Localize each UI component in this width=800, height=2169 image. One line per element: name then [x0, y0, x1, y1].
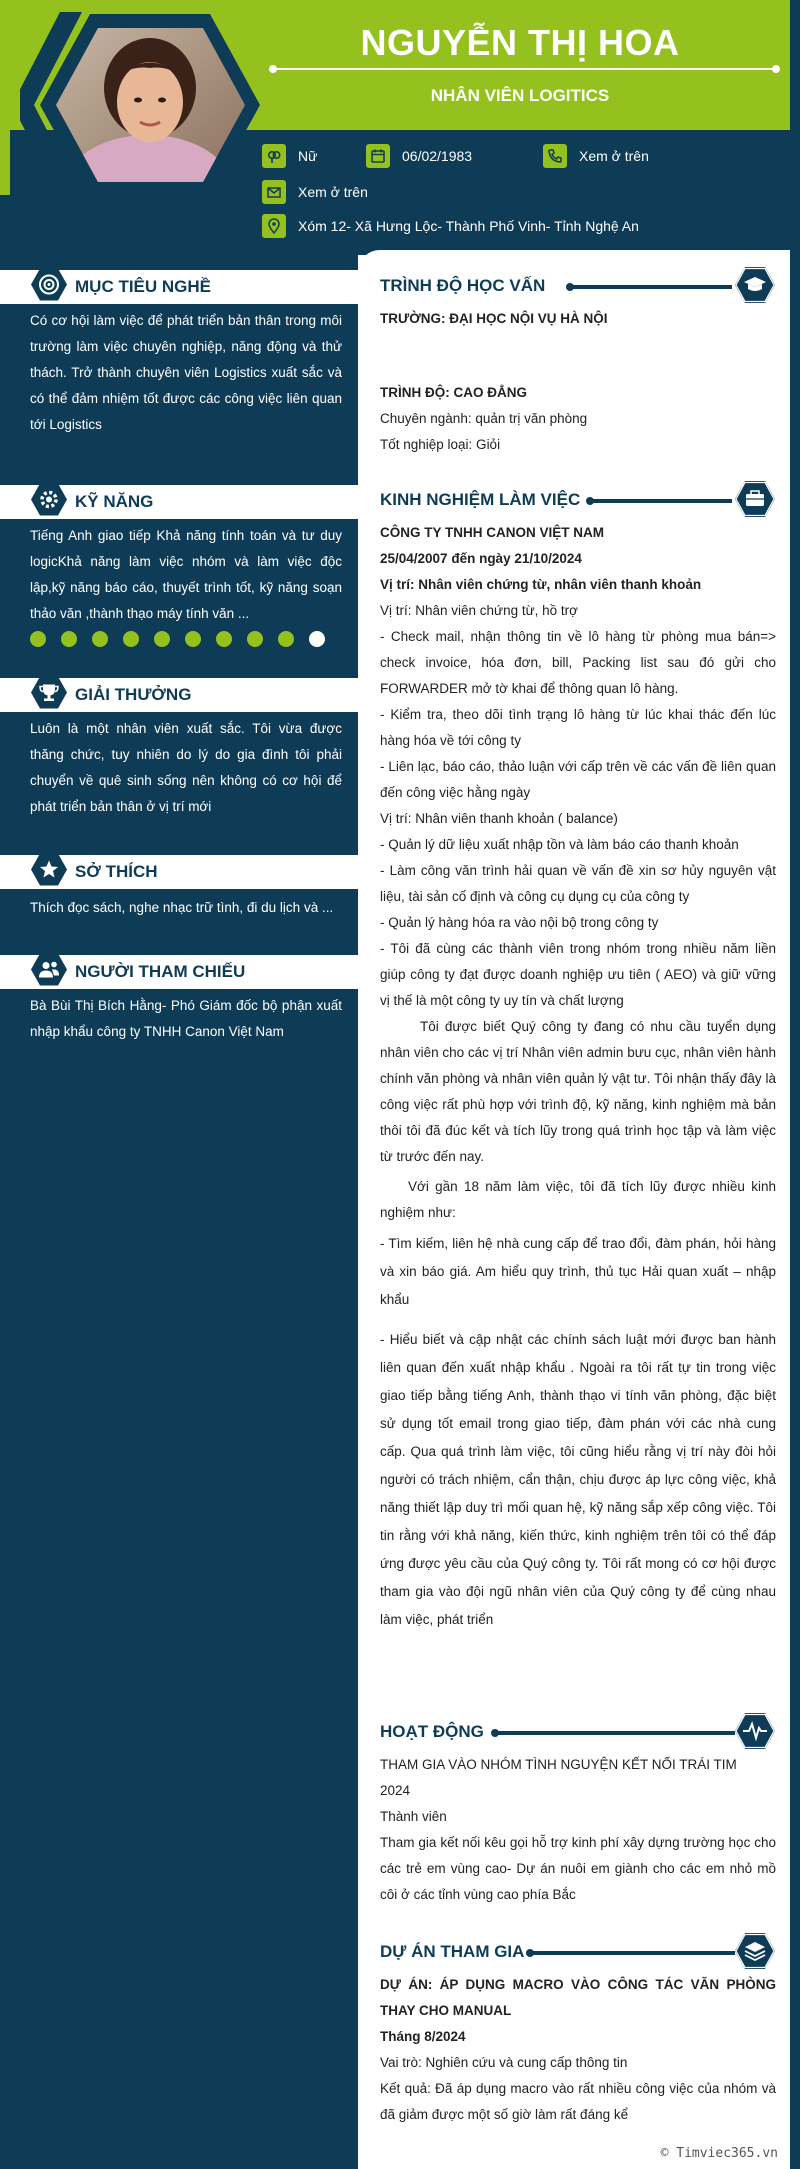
heading-rule	[590, 499, 732, 503]
hobbies-heading	[0, 855, 358, 889]
work-position: Vị trí: Nhân viên chứng từ, nhân viên thanh khoản	[380, 577, 702, 592]
education-level: TRÌNH ĐỘ: CAO ĐẲNG	[380, 385, 527, 400]
rating-dot	[123, 631, 139, 647]
graduation-cap-icon	[734, 266, 776, 309]
heading-rule	[570, 285, 732, 289]
address-value: Xóm 12- Xã Hưng Lộc- Thành Phố Vinh- Tỉnh Nghệ An	[298, 218, 639, 234]
activities-title: HOẠT ĐỘNG	[380, 1722, 484, 1741]
name-divider	[272, 68, 777, 70]
location-pin-icon	[262, 214, 286, 238]
skills-title: KỸ NĂNG	[75, 492, 154, 511]
skills-text: Tiếng Anh giao tiếp Khả năng tính toán và tư duy logicKhả năng làm việc nhóm và làm việc độc lập,kỹ năng báo cáo, thuyết trình tốt, kỹ năng soạn thảo văn ,thành thạo máy tính văn ...	[30, 528, 342, 621]
cover-paragraph-3: - Tìm kiếm, liên hệ nhà cung cấp để trao đổi, đàm phán, hỏi hàng và xin báo giá. Am hiểu quy trình, thủ tục Hải quan xuất – nhập khẩu	[380, 1236, 776, 1307]
awards-heading	[0, 678, 358, 712]
activity-role: Thành viên	[380, 1809, 447, 1824]
education-body	[380, 306, 776, 458]
objective-heading	[0, 270, 358, 304]
right-accent-stripe	[790, 0, 800, 2169]
references-heading	[0, 955, 358, 989]
cover-paragraph-2: Với gần 18 năm làm việc, tôi đã tích lũy được nhiều kinh nghiệm như:	[380, 1179, 776, 1220]
work-period: 25/04/2007 đến ngày 21/10/2024	[380, 551, 582, 566]
briefcase-icon	[734, 480, 776, 523]
gear-icon	[30, 483, 68, 522]
header	[0, 0, 800, 255]
experience-line: Vị trí: Nhân viên thanh khoản ( balance)	[380, 811, 618, 826]
experience-body	[380, 520, 776, 1634]
project-time: Tháng 8/2024	[380, 2029, 466, 2044]
left-accent-stripe	[0, 0, 10, 195]
candidate-name: NGUYỄN THỊ HOA	[360, 22, 680, 63]
rating-dot	[185, 631, 201, 647]
avatar	[20, 10, 260, 200]
trophy-icon	[30, 676, 68, 715]
education-major: Chuyên ngành: quản trị văn phòng	[380, 411, 588, 426]
hobbies-title: SỞ THÍCH	[75, 862, 158, 881]
rating-dot	[92, 631, 108, 647]
skill-rating	[30, 631, 325, 647]
experience-line: - Liên lạc, báo cáo, thảo luận với cấp trên về các vấn đề liên quan đến công việc hằng ngày	[380, 759, 776, 800]
star-icon	[30, 853, 68, 892]
contact-birthday	[366, 144, 472, 168]
projects-body	[380, 1972, 776, 2128]
awards-text: Luôn là một nhân viên xuất sắc. Tôi vừa được thăng chức, tuy nhiên do lý do gia đình tôi phải chuyển về quê sinh sống nên không có cơ hội để phát triển bản thân ở vị trí mới	[30, 721, 342, 814]
job-title: NHÂN VIÊN LOGITICS	[430, 86, 610, 105]
projects-heading	[380, 1932, 776, 1972]
project-name: DỰ ÁN: ÁP DỤNG MACRO VÀO CÔNG TÁC VĂN PHÒNG THAY CHO MANUAL	[380, 1977, 776, 2018]
contact-address	[262, 214, 639, 238]
activity-year: 2024	[380, 1783, 411, 1798]
project-role: Vai trò: Nghiên cứu và cung cấp thông tin	[380, 2055, 628, 2070]
heading-rule	[530, 1951, 735, 1955]
objective-title: MỤC TIÊU NGHỀ	[75, 277, 211, 296]
contact-phone	[543, 144, 649, 168]
layers-icon	[734, 1932, 776, 1975]
experience-heading	[380, 480, 776, 520]
references-text: Bà Bùi Thị Bích Hằng- Phó Giám đốc bộ phận xuất nhập khẩu công ty TNHH Canon Việt Nam	[30, 998, 342, 1039]
references-title: NGƯỜI THAM CHIẾU	[75, 962, 246, 981]
hobbies-text: Thích đọc sách, nghe nhạc trữ tình, đi du lịch và ...	[30, 900, 334, 915]
gender-icon	[262, 144, 286, 168]
birthday-value: 06/02/1983	[402, 148, 473, 164]
company-name: CÔNG TY TNHH CANON VIỆT NAM	[380, 525, 605, 540]
skills-heading	[0, 485, 358, 519]
cover-paragraph-1: Tôi được biết Quý công ty đang có nhu cầu tuyển dụng nhân viên cho các vị trí Nhân viên admin bưu cục, nhân viên hành chính văn phòng và nhân viên quản lý vật tư. Tôi nhận thấy đây là công việc rất phù hợp với trình độ, kỹ năng, kinh nghiệm mà bản thôi tôi đã đúc kết và tích lũy trong quá trình học tập và làm việc từ trước đến nay.	[380, 1019, 776, 1164]
rating-dot	[309, 631, 325, 647]
experience-duties	[380, 598, 776, 1014]
experience-title: KINH NGHIỆM LÀM VIỆC	[380, 490, 581, 509]
activities-body	[380, 1752, 776, 1908]
contact-email	[262, 180, 368, 204]
projects-title: DỰ ÁN THAM GIA	[380, 1942, 525, 1961]
education-grade: Tốt nghiệp loại: Giỏi	[380, 437, 501, 452]
people-icon	[30, 953, 68, 992]
experience-line: - Check mail, nhận thông tin về lô hàng từ phòng mua bán=> check invoice, hóa đơn, bill, Packing list sau đó gửi cho FORWARDER mở tờ khai để thông quan lô hàng.	[380, 629, 776, 696]
contact-gender	[262, 144, 317, 168]
awards-title: GIẢI THƯỞNG	[75, 685, 192, 704]
pulse-icon	[734, 1712, 776, 1755]
rating-dot	[216, 631, 232, 647]
school-name: TRƯỜNG: ĐẠI HỌC NỘI VỤ HÀ NỘI	[380, 311, 608, 326]
footer-credit: © Timviec365.vn	[660, 2146, 778, 2161]
cover-paragraph-4: - Hiểu biết và cập nhật các chính sách luật mới được ban hành liên quan đến xuất nhập khẩu . Ngoài ra tôi rất tự tin trong việc giao tiếp bằng tiếng Anh, thành thạo vi tính văn phòng, đặc biệt sử dụng tốt email trong giao tiếp, đàm phán với các nhà cung cấp. Qua quá trình làm việc, tôi cũng hiểu rằng vị trí này đòi hỏi người có trách nhiệm, cẩn thận, chịu được áp lực công việc, khả năng thiết lập duy trì mối quan hệ, kỹ năng sắp xếp công việc. Tôi tin rằng với khả năng, kiến thức, kinh nghiệm trên tôi có thể đáp ứng được yêu cầu của Quý công ty. Tôi rất mong có cơ hội được tham gia vào đội ngũ nhân viên của Quý công ty để cùng nhau làm việc, phát triển	[380, 1332, 776, 1627]
heading-rule	[495, 1731, 735, 1735]
experience-line: - Quản lý dữ liệu xuất nhập tồn và làm báo cáo thanh khoản	[380, 837, 739, 852]
experience-line: - Làm công văn trình hải quan về vấn đề xin sơ hủy nguyên vật liệu, tài sản cố định và công cụ dụng cụ của công ty	[380, 863, 776, 904]
activity-name: THAM GIA VÀO NHÓM TÌNH NGUYỆN KẾT NỐI TRÁI TIM	[380, 1757, 737, 1772]
rating-dot	[278, 631, 294, 647]
calendar-icon	[366, 144, 390, 168]
experience-line: - Kiểm tra, theo dõi tình trạng lô hàng từ lúc khai thác đến lúc hàng hóa về tới công ty	[380, 707, 776, 748]
experience-line: Vị trí: Nhân viên chứng từ, hồ trợ	[380, 603, 579, 618]
rating-dot	[30, 631, 46, 647]
objective-text: Có cơ hội làm việc để phát triển bản thân trong môi trường làm việc chuyên nghiệp, năng động và thử thách. Trở thành chuyên viên Logistics xuất sắc và có thể đảm nhiệm tốt được các công việc liên quan tới Logistics	[30, 313, 342, 432]
education-title: TRÌNH ĐỘ HỌC VẤN	[380, 276, 546, 295]
email-value: Xem ở trên	[298, 184, 368, 200]
activity-description: Tham gia kết nối kêu gọi hỗ trợ kinh phí xây dựng trường học cho các trẻ em vùng cao- Dự án nuôi em giành cho các em nhỏ mồ côi ở các tỉnh vùng cao phía Bắc	[380, 1835, 776, 1902]
rating-dot	[154, 631, 170, 647]
rating-dot	[61, 631, 77, 647]
phone-value: Xem ở trên	[579, 148, 649, 164]
phone-icon	[543, 144, 567, 168]
target-icon	[30, 268, 68, 307]
project-result: Kết quả: Đã áp dụng macro vào rất nhiều công việc của nhóm và đã giảm được một số giờ làm rất đáng kể	[380, 2081, 776, 2122]
experience-line: - Quản lý hàng hóa ra vào nội bộ trong công ty	[380, 915, 659, 930]
experience-line: - Tôi đã cùng các thành viên trong nhóm trong nhiều năm liền giúp công ty đạt được doanh nghiệp ưu tiên ( AEO) và giữ vững vị thế là một công ty uy tín và chất lượng	[380, 941, 776, 1008]
rating-dot	[247, 631, 263, 647]
education-heading	[380, 266, 776, 306]
activities-heading	[380, 1712, 776, 1752]
email-icon	[262, 180, 286, 204]
gender-value: Nữ	[298, 148, 318, 164]
